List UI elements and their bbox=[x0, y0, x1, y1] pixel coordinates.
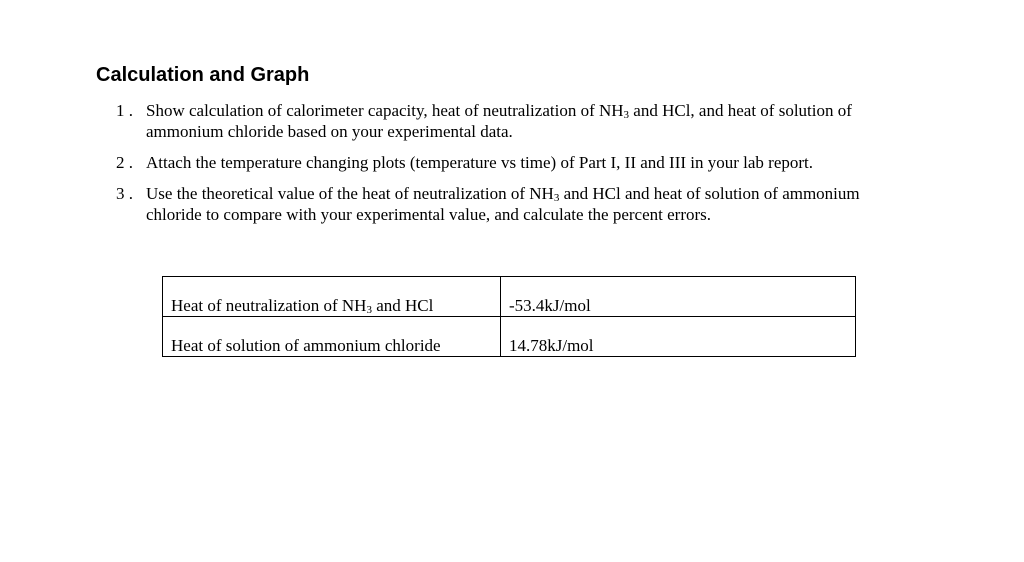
list-item-1 bbox=[0, 100, 886, 142]
list-item-number: 1 . bbox=[116, 101, 133, 120]
section-title: Calculation and Graph bbox=[96, 64, 310, 86]
list-item-number: 2 . bbox=[116, 153, 133, 172]
table-cell-value: 14.78kJ/mol bbox=[501, 317, 856, 357]
table-cell-value: -53.4kJ/mol bbox=[501, 277, 856, 317]
list-item-3 bbox=[0, 183, 886, 225]
subscript: 3 bbox=[366, 304, 372, 316]
table-cell-label: Heat of neutralization of $NH_3$ and HCl bbox=[163, 277, 501, 317]
instruction-list bbox=[0, 100, 1024, 225]
list-item-text: Show calculation of calorimeter capacity, heat of neutralization of $NH_3$ and HCl, and heat of solution of ammonium chloride based on your experimental data. bbox=[146, 101, 852, 141]
list-item-number: 3 . bbox=[116, 184, 133, 203]
list-item-text: Use the theoretical value of the heat of neutralization of $NH_3$ and HCl and heat of solution of ammonium chloride to compare with your experimental value, and calculate the percent errors. bbox=[146, 184, 860, 224]
table-cell-label: Heat of solution of ammonium chloride bbox=[163, 317, 501, 357]
list-item-text: Attach the temperature changing plots (temperature vs time) of Part I, II and III in your lab report. bbox=[146, 153, 814, 172]
table-row bbox=[163, 317, 856, 357]
table-row bbox=[163, 277, 856, 317]
subscript: 3 bbox=[553, 192, 560, 204]
list-item-2 bbox=[0, 152, 886, 173]
theoretical-values-table bbox=[162, 276, 856, 357]
subscript: 3 bbox=[623, 109, 630, 121]
